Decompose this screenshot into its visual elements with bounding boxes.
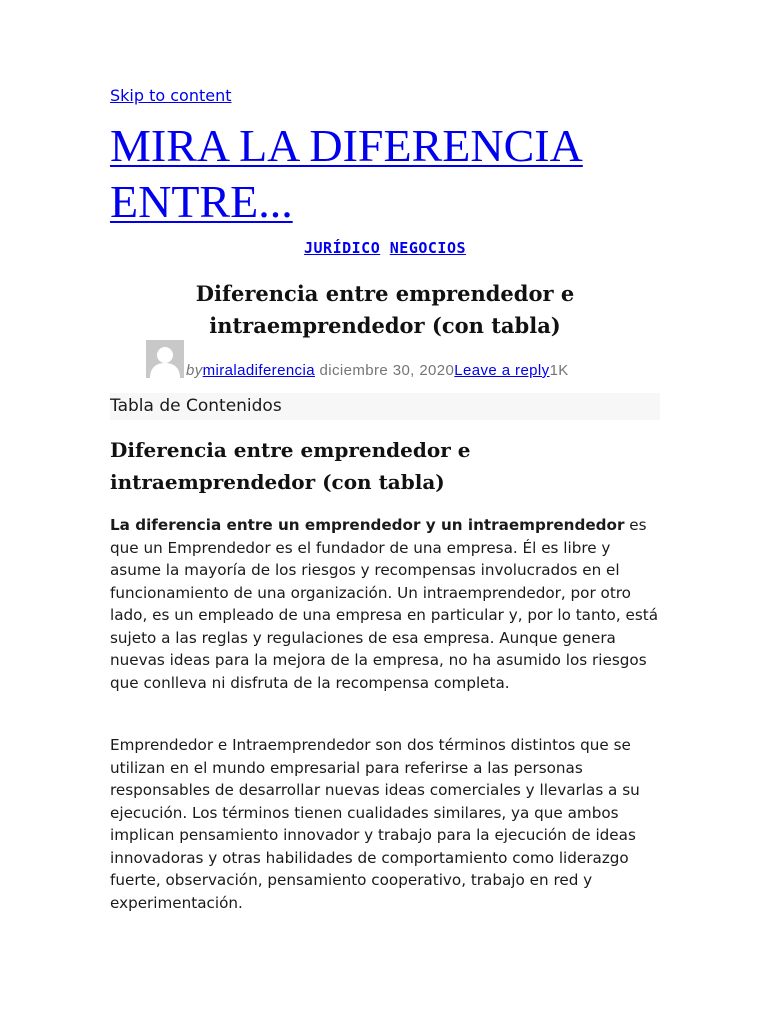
post-date: diciembre 30, 2020 bbox=[314, 362, 455, 379]
post-meta-text bbox=[186, 362, 569, 379]
paragraph-1-lead: La diferencia entre un emprendedor y un intraemprendedor bbox=[110, 516, 625, 534]
paragraph-2: Emprendedor e Intraemprendedor son dos términos distintos que se utilizan en el mundo empresarial para referirse a las personas responsables de desarrollar nuevas ideas comerciales y llevarlas a su ejecución. Los términos tienen cualidades similares, ya que ambos implican pensamiento innovador y trabajo para la ejecución de ideas innovadoras y otras habilidades de comportamiento como liderazgo fuerte, observación, pensamiento cooperativo, trabajo en red y experimentación. bbox=[110, 736, 640, 912]
paragraph-1 bbox=[110, 514, 662, 694]
byline-label: by bbox=[186, 362, 203, 379]
category-link-negocios[interactable]: NEGOCIOS bbox=[389, 239, 467, 257]
default-user-avatar-icon bbox=[146, 340, 184, 378]
section-heading: Diferencia entre emprendedor e intraemprendedor (con tabla) bbox=[110, 438, 471, 494]
paragraph-1-body: es que un Emprendedor es el fundador de una empresa. Él es libre y asume la mayoría de los riesgos y recompensas involucrados en el funcionamiento de una organización. Un intraemprendedor, por otro lado, es un empleado de una empresa en particular y, por lo tanto, está sujeto a las reglas y regulaciones de esa empresa. Aunque genera nuevas ideas para la mejora de la empresa, no ha asumido los riesgos que conlleva ni disfruta de la recompensa completa. bbox=[110, 516, 658, 692]
category-link-juridico[interactable]: JURÍDICO bbox=[303, 239, 381, 257]
post-title: Diferencia entre emprendedor e intraemprendedor (con tabla) bbox=[195, 281, 575, 338]
post-categories bbox=[110, 239, 660, 257]
site-title bbox=[110, 118, 660, 230]
skip-to-content-link[interactable]: Skip to content bbox=[110, 86, 232, 105]
leave-reply-link[interactable]: Leave a reply bbox=[454, 362, 550, 379]
view-count: 1K bbox=[549, 362, 569, 379]
site-title-link[interactable]: MIRA LA DIFERENCIA ENTRE... bbox=[110, 120, 583, 227]
table-of-contents-toggle[interactable]: Tabla de Contenidos bbox=[110, 393, 660, 420]
author-link[interactable]: miraladiferencia bbox=[202, 362, 315, 379]
